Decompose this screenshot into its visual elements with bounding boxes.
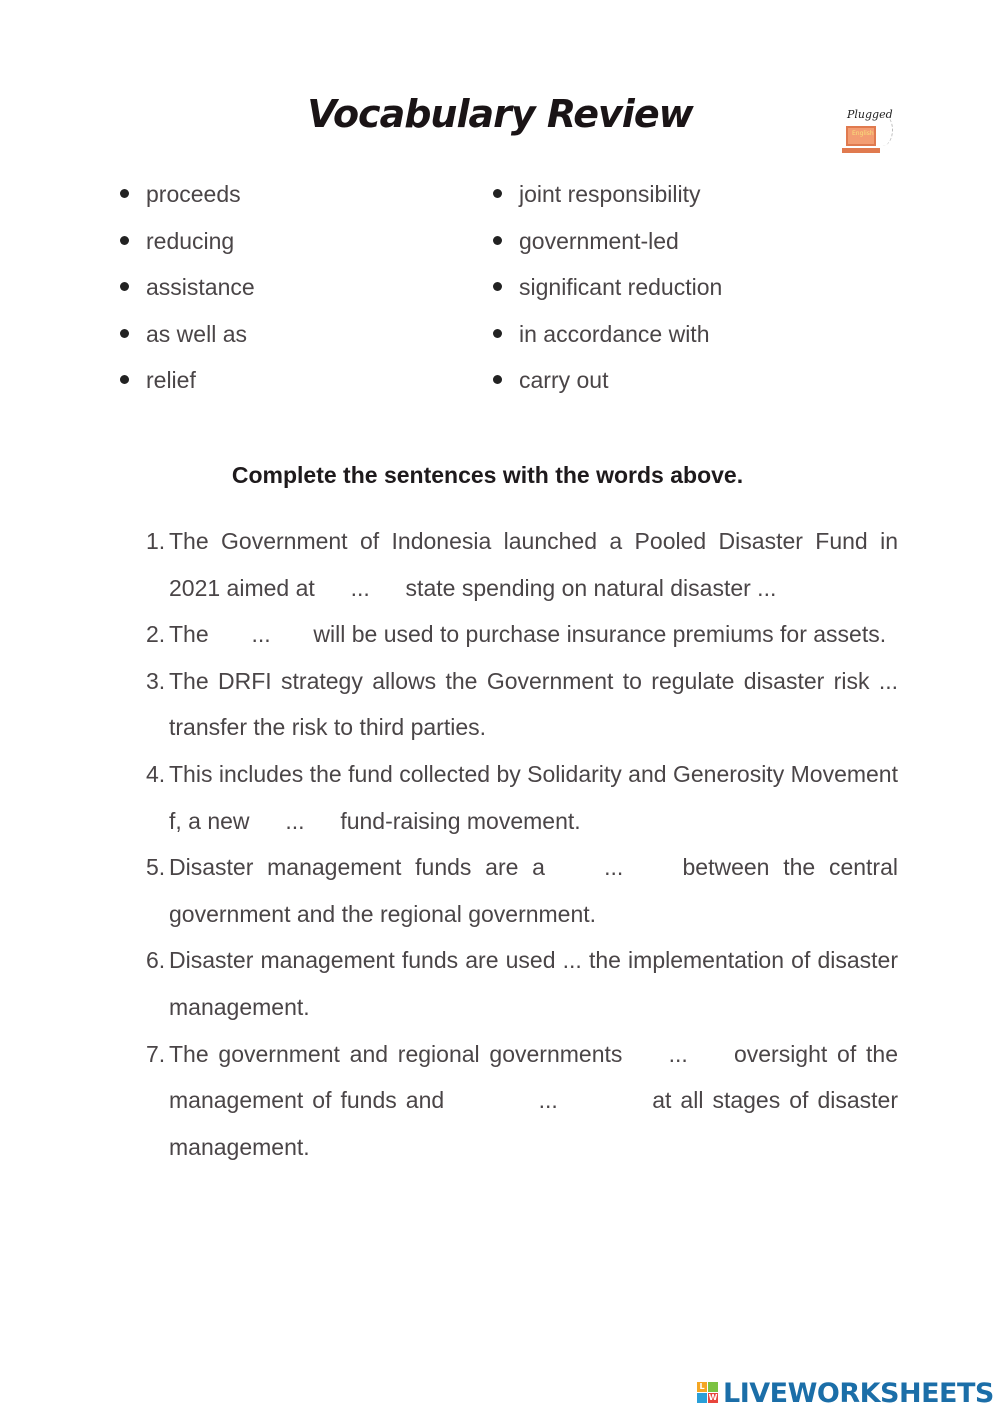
icon-square: W (708, 1393, 718, 1402)
vocab-item: significant reduction (493, 265, 722, 312)
sentence-item (146, 844, 898, 937)
sentence-item (146, 1031, 898, 1171)
answer-blank[interactable]: ... (604, 854, 624, 881)
vocab-item: reducing (120, 219, 255, 266)
sentence-text: This includes the fund collected by Solidarity and Generosity Movement f, a new (169, 760, 898, 834)
answer-blank[interactable]: ... (538, 1087, 558, 1114)
logo-text: Plugged (847, 108, 893, 121)
sentence-number: 3. (146, 667, 166, 694)
answer-blank[interactable]: ... (285, 807, 305, 834)
answer-blank[interactable]: ... (668, 1040, 688, 1067)
liveworksheets-footer (697, 1378, 997, 1410)
instruction-text: Complete the sentences with the words above. (231, 462, 744, 488)
sentence-list (146, 518, 898, 1170)
sentence-item (146, 937, 898, 1030)
sentence-number: 2. (146, 621, 166, 648)
page-title: Vocabulary Review (307, 92, 693, 136)
vocab-item: in accordance with (493, 312, 722, 359)
sentence-text: The (169, 621, 216, 648)
sentence-number: 5. (146, 854, 166, 881)
icon-square: L (697, 1382, 707, 1392)
sentence-number: 7. (146, 1040, 166, 1067)
sentence-text: The DRFI strategy allows the Government to regulate disaster risk ... transfer the risk to third parties. (169, 667, 898, 741)
sentence-item (146, 611, 898, 658)
sentence-text: between the central government and the regional government. (169, 854, 898, 927)
vocab-item: carry out (493, 358, 722, 405)
sentence-text: will be used to purchase insurance premiums for assets. (307, 621, 887, 648)
vocab-item: relief (120, 358, 255, 405)
vocab-item: as well as (120, 312, 255, 359)
laptop-base (842, 148, 880, 153)
logo-screen-text: English (852, 130, 874, 137)
liveworksheets-brand: LIVEWORKSHEETS (723, 1378, 994, 1409)
sentence-text: at all stages of disaster management. (169, 1087, 898, 1160)
sentence-item (146, 658, 898, 751)
sentence-text: oversight of the management of funds and (169, 1040, 898, 1114)
vocab-item: joint responsibility (493, 172, 722, 219)
icon-square (697, 1393, 707, 1403)
vocab-item: assistance (120, 265, 255, 312)
laptop-icon (846, 126, 876, 146)
sentence-text: fund-raising movement. (333, 807, 581, 834)
sentence-number: 6. (146, 947, 166, 974)
liveworksheets-icon (697, 1382, 719, 1404)
vocabulary-list-2 (493, 172, 722, 405)
sentence-text: The Government of Indonesia launched a Pooled Disaster Fund in 2021 aimed at (169, 528, 898, 601)
sentence-text: Disaster management funds are used ... the implementation of disaster management. (169, 947, 898, 1020)
sentence-number: 1. (146, 528, 166, 554)
sentence-item (146, 518, 898, 611)
vocab-item: proceeds (120, 172, 255, 219)
sentence-number: 4. (146, 760, 166, 787)
vocab-item: government-led (493, 219, 722, 266)
sentence-item (146, 751, 898, 844)
plugged-english-logo (838, 106, 900, 162)
answer-blank[interactable]: ... (350, 574, 370, 601)
sentence-text: Disaster management funds are a (169, 854, 559, 881)
sentence-text: The government and regional governments (169, 1040, 633, 1067)
sentence-text: state spending on natural disaster ... (399, 574, 777, 601)
vocabulary-list-1 (120, 172, 255, 405)
answer-blank[interactable]: ... (251, 621, 271, 648)
icon-square (708, 1382, 718, 1392)
